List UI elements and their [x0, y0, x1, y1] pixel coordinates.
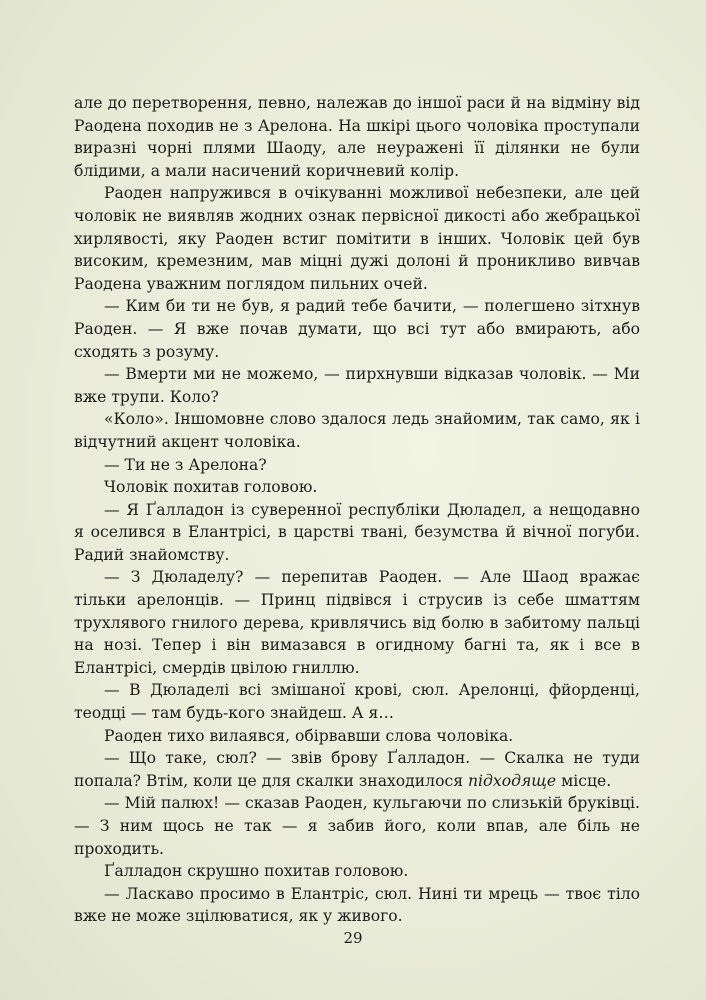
- paragraph: — Вмерти ми не можемо, — пирхнувши відказав чоловік. — Ми вже трупи. Коло?: [74, 365, 640, 406]
- paragraph: Раоден напружився в очікуванні можливої небезпеки, але цей чоловік не виявляв жодних ознак первісної дикості або жебрацької хирлявості, яку Раоден встиг помітити в інших. Чоловік цей був високим, кремезним, мав міцні дужі долоні й проникливо вивчав Раодена уважним поглядом пильних очей.: [74, 184, 640, 293]
- paragraph-text: — Що таке, сюл? — звів брову Ґалладон. — Скалка не туди попала? Втім, коли це для скалки знаходилося: [74, 749, 640, 790]
- page-number: 29: [343, 929, 363, 947]
- paragraph-text: місце.: [556, 771, 612, 790]
- body-text: [74, 92, 640, 928]
- paragraph: Раоден тихо вилаявся, обірвавши слова чоловіка.: [104, 726, 514, 745]
- paragraph: — Я Ґалладон із суверенної республіки Дюладел, а нещодавно я оселився в Елантрісі, в царстві твані, безумства й вічної погуби. Радий знайомству.: [74, 500, 640, 564]
- paragraph: Ґалладон скрушно похитав головою.: [104, 862, 409, 881]
- paragraph: — З Дюладелу? — перепитав Раоден. — Але Шаод вражає тільки арелонців. — Принц підвівся і струсив із себе шматтям трухлявого гнилого дерева, кривлячись від болю в забитому пальці на нозі. Тепер і він вимазався в огидному багні та, як і все в Елантрісі, смердів цвілою гниллю.: [74, 568, 640, 677]
- paragraph: — Ким би ти не був, я радий тебе бачити, — полегшено зітхнув Раоден. — Я вже почав думати, що всі тут або вмирають, або сходять з розуму.: [74, 297, 640, 361]
- paragraph: Чоловік похитав головою.: [104, 478, 318, 497]
- paragraph: — Ти не з Арелона?: [104, 455, 267, 474]
- paragraph: «Коло». Іншомовне слово здалося ледь знайомим, так само, як і відчутний акцент чоловіка.: [74, 410, 640, 451]
- emphasized-word: підходяще: [468, 771, 557, 790]
- paragraph: але до перетворення, певно, належав до іншої раси й на відміну від Раодена походив не з Арелона. На шкірі цього чоловіка проступали виразні чорні плями Шаоду, але неуражені її ділянки не були блідими, а мали насичений коричневий колір.: [74, 94, 640, 180]
- paragraph: — Мій палюх! — сказав Раоден, кульгаючи по слизькій бруківці. — З ним щось не так — я забив його, коли впав, але біль не проходить.: [74, 794, 640, 858]
- paragraph: — Ласкаво просимо в Елантріс, сюл. Нині ти мрець — твоє тіло вже не може зцілюватися, як у живого.: [74, 884, 640, 926]
- paragraph: — В Дюладелі всі змішаної крові, сюл. Арелонці, фйорденці, теодці — там будь-кого знайдеш. А я…: [74, 681, 640, 723]
- paragraph-with-emphasis: [74, 747, 640, 792]
